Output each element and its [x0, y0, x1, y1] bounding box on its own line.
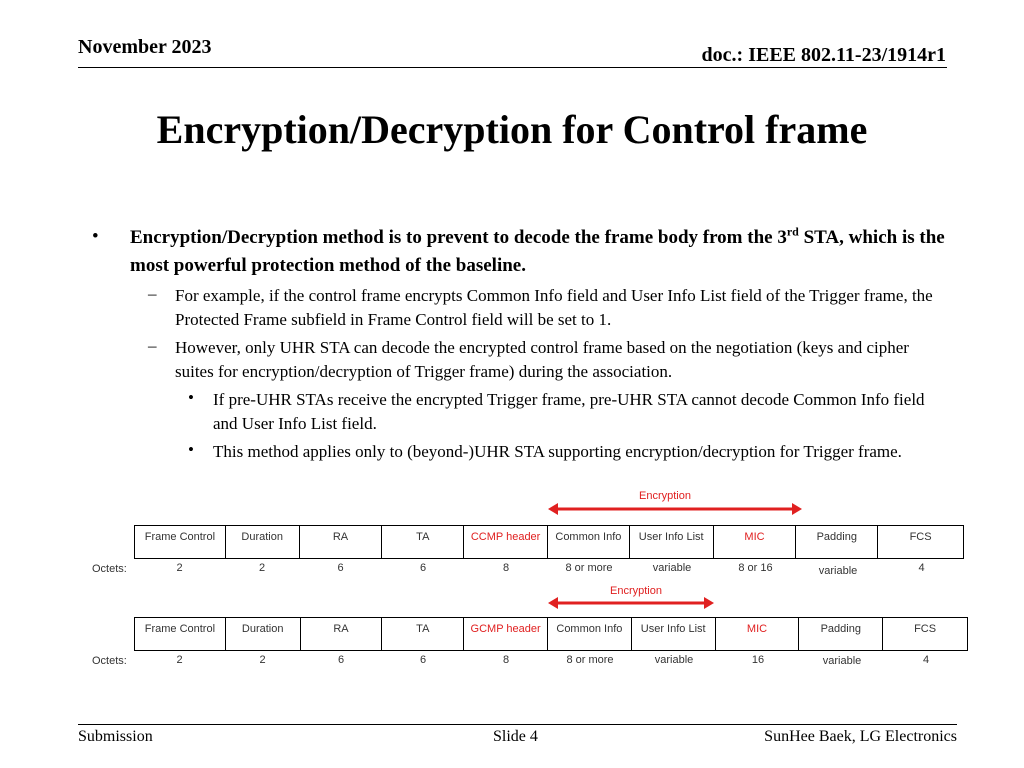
field-ra: RA	[300, 526, 383, 558]
bullet-dot: •	[92, 226, 99, 247]
octet-value: variable	[818, 565, 858, 577]
field-ta: TA	[382, 526, 464, 558]
encryption-arrow-1	[548, 502, 802, 516]
footer-slide-number: Slide 4	[493, 728, 538, 745]
sub-sub-bullet-dot: •	[188, 388, 194, 407]
footer-submission: Submission	[78, 728, 153, 745]
octet-value: 2	[258, 562, 266, 574]
field-common-info: Common Info	[548, 526, 630, 558]
octet-value: 2	[259, 654, 266, 666]
main-bullet-sup: rd	[786, 224, 799, 239]
octet-value: 6	[337, 562, 344, 574]
sub-sub-bullet-beyond-uhr: This method applies only to (beyond-)UHR STA supporting encryption/decryption for Trigger frame.	[213, 442, 902, 461]
octet-value: 8 or more	[565, 562, 613, 574]
field-padding: Padding	[799, 618, 883, 650]
field-mic: MIC	[714, 526, 797, 558]
sub-sub-bullet-dot: •	[188, 440, 194, 459]
frame-diagram-ccmp	[134, 525, 964, 577]
field-fcs: FCS	[914, 623, 937, 635]
field-duration: Duration	[226, 526, 300, 558]
frame-diagram-gcmp	[134, 617, 968, 667]
field-ccmp-header: CCMP header	[464, 526, 548, 558]
main-bullet-text	[130, 224, 960, 280]
footer-rule	[78, 724, 957, 725]
header-doc-id: doc.: IEEE 802.11-23/1914r1	[701, 44, 946, 66]
octet-value: variable	[654, 654, 694, 666]
octet-value: 2	[176, 654, 183, 666]
field-common-info: Common Info	[548, 618, 632, 650]
octets-row	[134, 562, 964, 577]
sub-bullet-dash: –	[148, 284, 157, 303]
encryption-label-2: Encryption	[610, 585, 662, 597]
frame-fields-row	[134, 617, 968, 651]
sub-bullet-dash: –	[148, 336, 157, 355]
field-ra: RA	[301, 618, 383, 650]
octet-value: variable	[822, 655, 862, 667]
field-user-info-list: User Info List	[632, 618, 716, 650]
slide-title: Encryption/Decryption for Control frame	[156, 107, 868, 152]
sub-sub-bullet-pre-uhr: If pre-UHR STAs receive the encrypted Trigger frame, pre-UHR STA cannot decode Common Info field and User Info List field.	[213, 390, 925, 433]
header-date: November 2023	[78, 36, 212, 58]
octet-value: variable	[652, 562, 692, 574]
octet-value: 16	[751, 654, 765, 666]
field-gcmp-header: GCMP header	[464, 618, 548, 650]
field-frame-control: Frame Control	[135, 526, 226, 558]
sub-bullet-however: However, only UHR STA can decode the encrypted control frame based on the negotiation (keys and cipher suites for encryption/decryption of Trigger frame) during the association.	[175, 338, 909, 381]
octet-value: 6	[419, 654, 427, 666]
encryption-label-1: Encryption	[639, 490, 691, 502]
octet-value: 4	[922, 654, 930, 666]
field-mic: MIC	[716, 618, 800, 650]
header-rule	[78, 67, 947, 68]
sub-bullet-example: For example, if the control frame encrypts Common Info field and User Info List field of the Trigger frame, the Protected Frame subfield in Frame Control field will be set to 1.	[175, 286, 933, 329]
field-frame-control: Frame Control	[135, 618, 226, 650]
octet-value: 2	[176, 562, 183, 574]
field-ta: TA	[382, 618, 464, 650]
field-fcs: FCS	[909, 531, 932, 543]
footer-author: SunHee Baek, LG Electronics	[764, 728, 957, 745]
octet-value: 8	[502, 562, 510, 574]
octet-value: 4	[918, 562, 925, 574]
field-padding: Padding	[796, 526, 878, 558]
main-bullet-pre: Encryption/Decryption method is to prevent to decode the frame body from the 3	[130, 227, 787, 248]
field-duration: Duration	[226, 618, 301, 650]
octet-value: 8 or 16	[738, 562, 773, 574]
octet-value: 6	[419, 562, 427, 574]
octets-label: Octets:	[92, 563, 127, 575]
octets-label: Octets:	[92, 655, 127, 667]
frame-fields-row	[134, 525, 964, 559]
encryption-arrow-2	[548, 596, 714, 610]
octet-value: 8 or more	[566, 654, 614, 666]
main-bullet-post: STA, which is the most powerful protection method of the baseline.	[130, 227, 945, 276]
octet-value: 6	[337, 654, 345, 666]
octet-value: 8	[502, 654, 510, 666]
octets-row	[134, 654, 968, 667]
field-user-info-list: User Info List	[630, 526, 714, 558]
